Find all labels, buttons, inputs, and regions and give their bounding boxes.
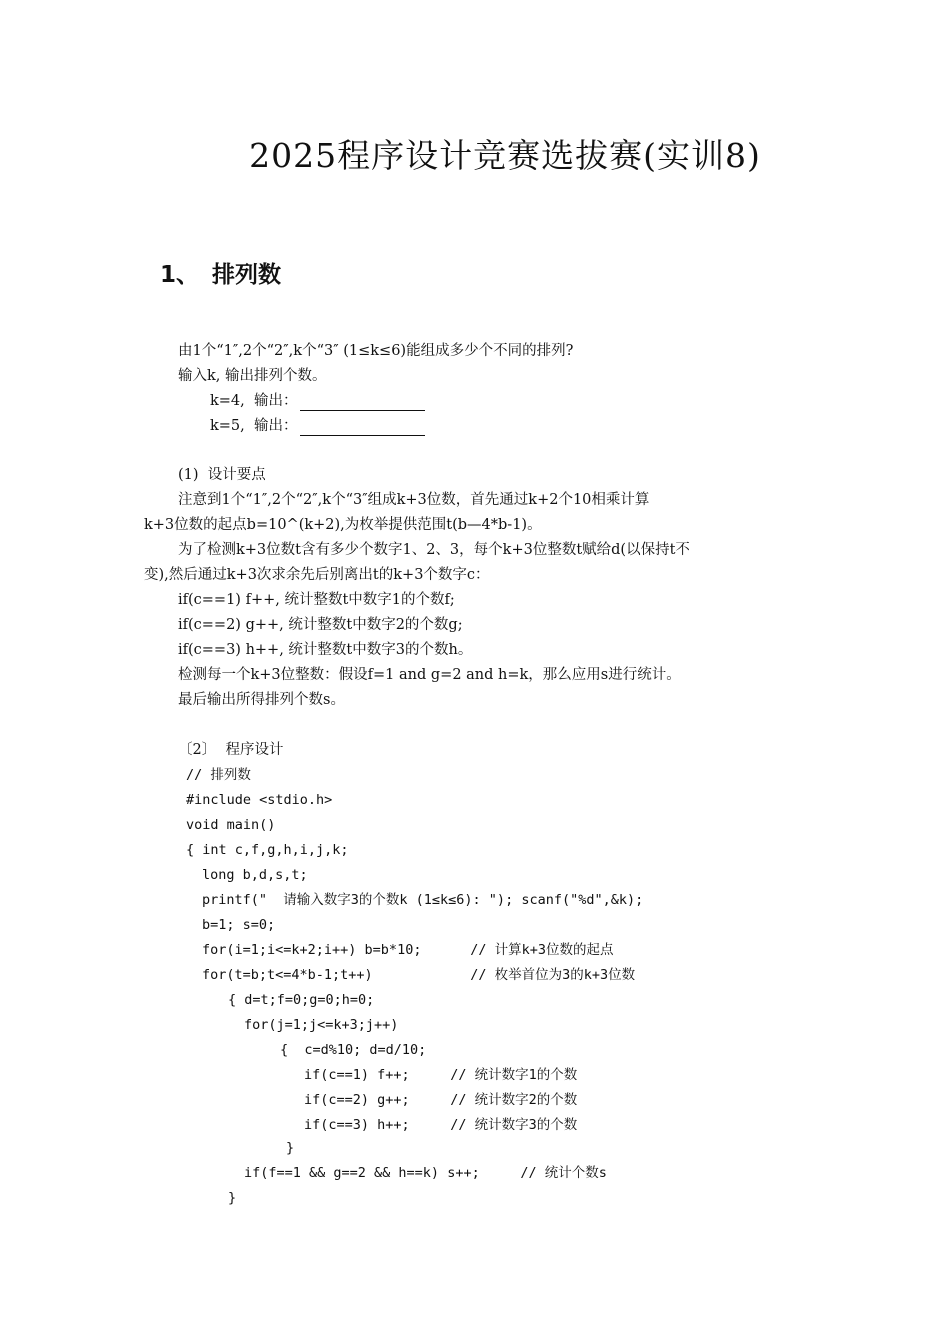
answer-blank-1[interactable] xyxy=(300,396,425,411)
problem-statement: 由1个“1″,2个“2″,k个“3″ (1≤k≤6)能组成多少个不同的排列? xyxy=(178,343,574,359)
code-line: void main() xyxy=(186,817,276,833)
code-line: { int c,f,g,h,i,j,k; xyxy=(186,842,349,858)
design-paragraph-1b: k+3位数的起点b=10^(k+2),为枚举提供范围t(b—4*b-1)。 xyxy=(144,517,542,533)
code-line: } xyxy=(228,1190,237,1206)
code-line: for(i=1;i<=k+2;i++) b=b*10; // 计算k+3位数的起点 xyxy=(202,942,614,958)
design-points-heading: (1) 设计要点 xyxy=(178,467,266,483)
example-case-1-label: k=4, 输出： xyxy=(210,393,298,409)
section-name: 排列数 xyxy=(212,262,281,288)
design-condition-2: if(c==2) g++, 统计整数t中数字2的个数g; xyxy=(178,617,463,633)
example-case-1 xyxy=(210,391,425,411)
code-line: if(c==1) f++; // 统计数字1的个数 xyxy=(304,1067,578,1083)
code-line: // 排列数 xyxy=(186,767,251,783)
code-line: if(c==2) g++; // 统计数字2的个数 xyxy=(304,1092,578,1108)
code-line: if(c==3) h++; // 统计数字3的个数 xyxy=(304,1117,578,1133)
code-line: long b,d,s,t; xyxy=(202,867,308,883)
design-condition-3: if(c==3) h++, 统计整数t中数字3的个数h。 xyxy=(178,642,473,658)
code-line: for(t=b;t<=4*b-1;t++) // 枚举首位为3的k+3位数 xyxy=(202,967,636,983)
code-line: printf(" 请输入数字3的个数k (1≤k≤6): "); scanf("%d",&k); xyxy=(202,892,644,908)
code-line: if(f==1 && g==2 && h==k) s++; // 统计个数s xyxy=(244,1165,607,1181)
example-case-2-label: k=5, 输出： xyxy=(210,418,298,434)
code-line: b=1; s=0; xyxy=(202,917,276,933)
design-paragraph-3: 检测每一个k+3位整数：假设f=1 and g=2 and h=k，那么应用s进行统计。 xyxy=(178,667,681,683)
design-paragraph-4: 最后输出所得排列个数s。 xyxy=(178,692,345,708)
code-line: #include <stdio.h> xyxy=(186,792,333,808)
page-title: 2025程序设计竞赛选拔赛(实训8) xyxy=(249,136,761,175)
code-line: { d=t;f=0;g=0;h=0; xyxy=(228,992,375,1008)
example-case-2 xyxy=(210,416,425,436)
code-line: for(j=1;j<=k+3;j++) xyxy=(244,1017,399,1033)
section-number: 1、 xyxy=(160,262,200,288)
code-line: { c=d%10; d=d/10; xyxy=(280,1042,427,1058)
design-condition-1: if(c==1) f++, 统计整数t中数字1的个数f; xyxy=(178,592,455,608)
design-paragraph-2b: 变),然后通过k+3次求余先后别离出t的k+3个数字c： xyxy=(144,567,490,583)
problem-io: 输入k, 输出排列个数。 xyxy=(178,368,327,384)
answer-blank-2[interactable] xyxy=(300,421,425,436)
section-heading xyxy=(160,256,281,289)
program-heading: 〔2〕 程序设计 xyxy=(178,742,284,758)
design-paragraph-1a: 注意到1个“1″,2个“2″,k个“3″组成k+3位数，首先通过k+2个10相乘计算 xyxy=(178,492,650,508)
design-paragraph-2a: 为了检测k+3位数t含有多少个数字1、2、3，每个k+3位整数t赋给d(以保持t不 xyxy=(178,542,690,558)
code-line: } xyxy=(286,1140,295,1156)
